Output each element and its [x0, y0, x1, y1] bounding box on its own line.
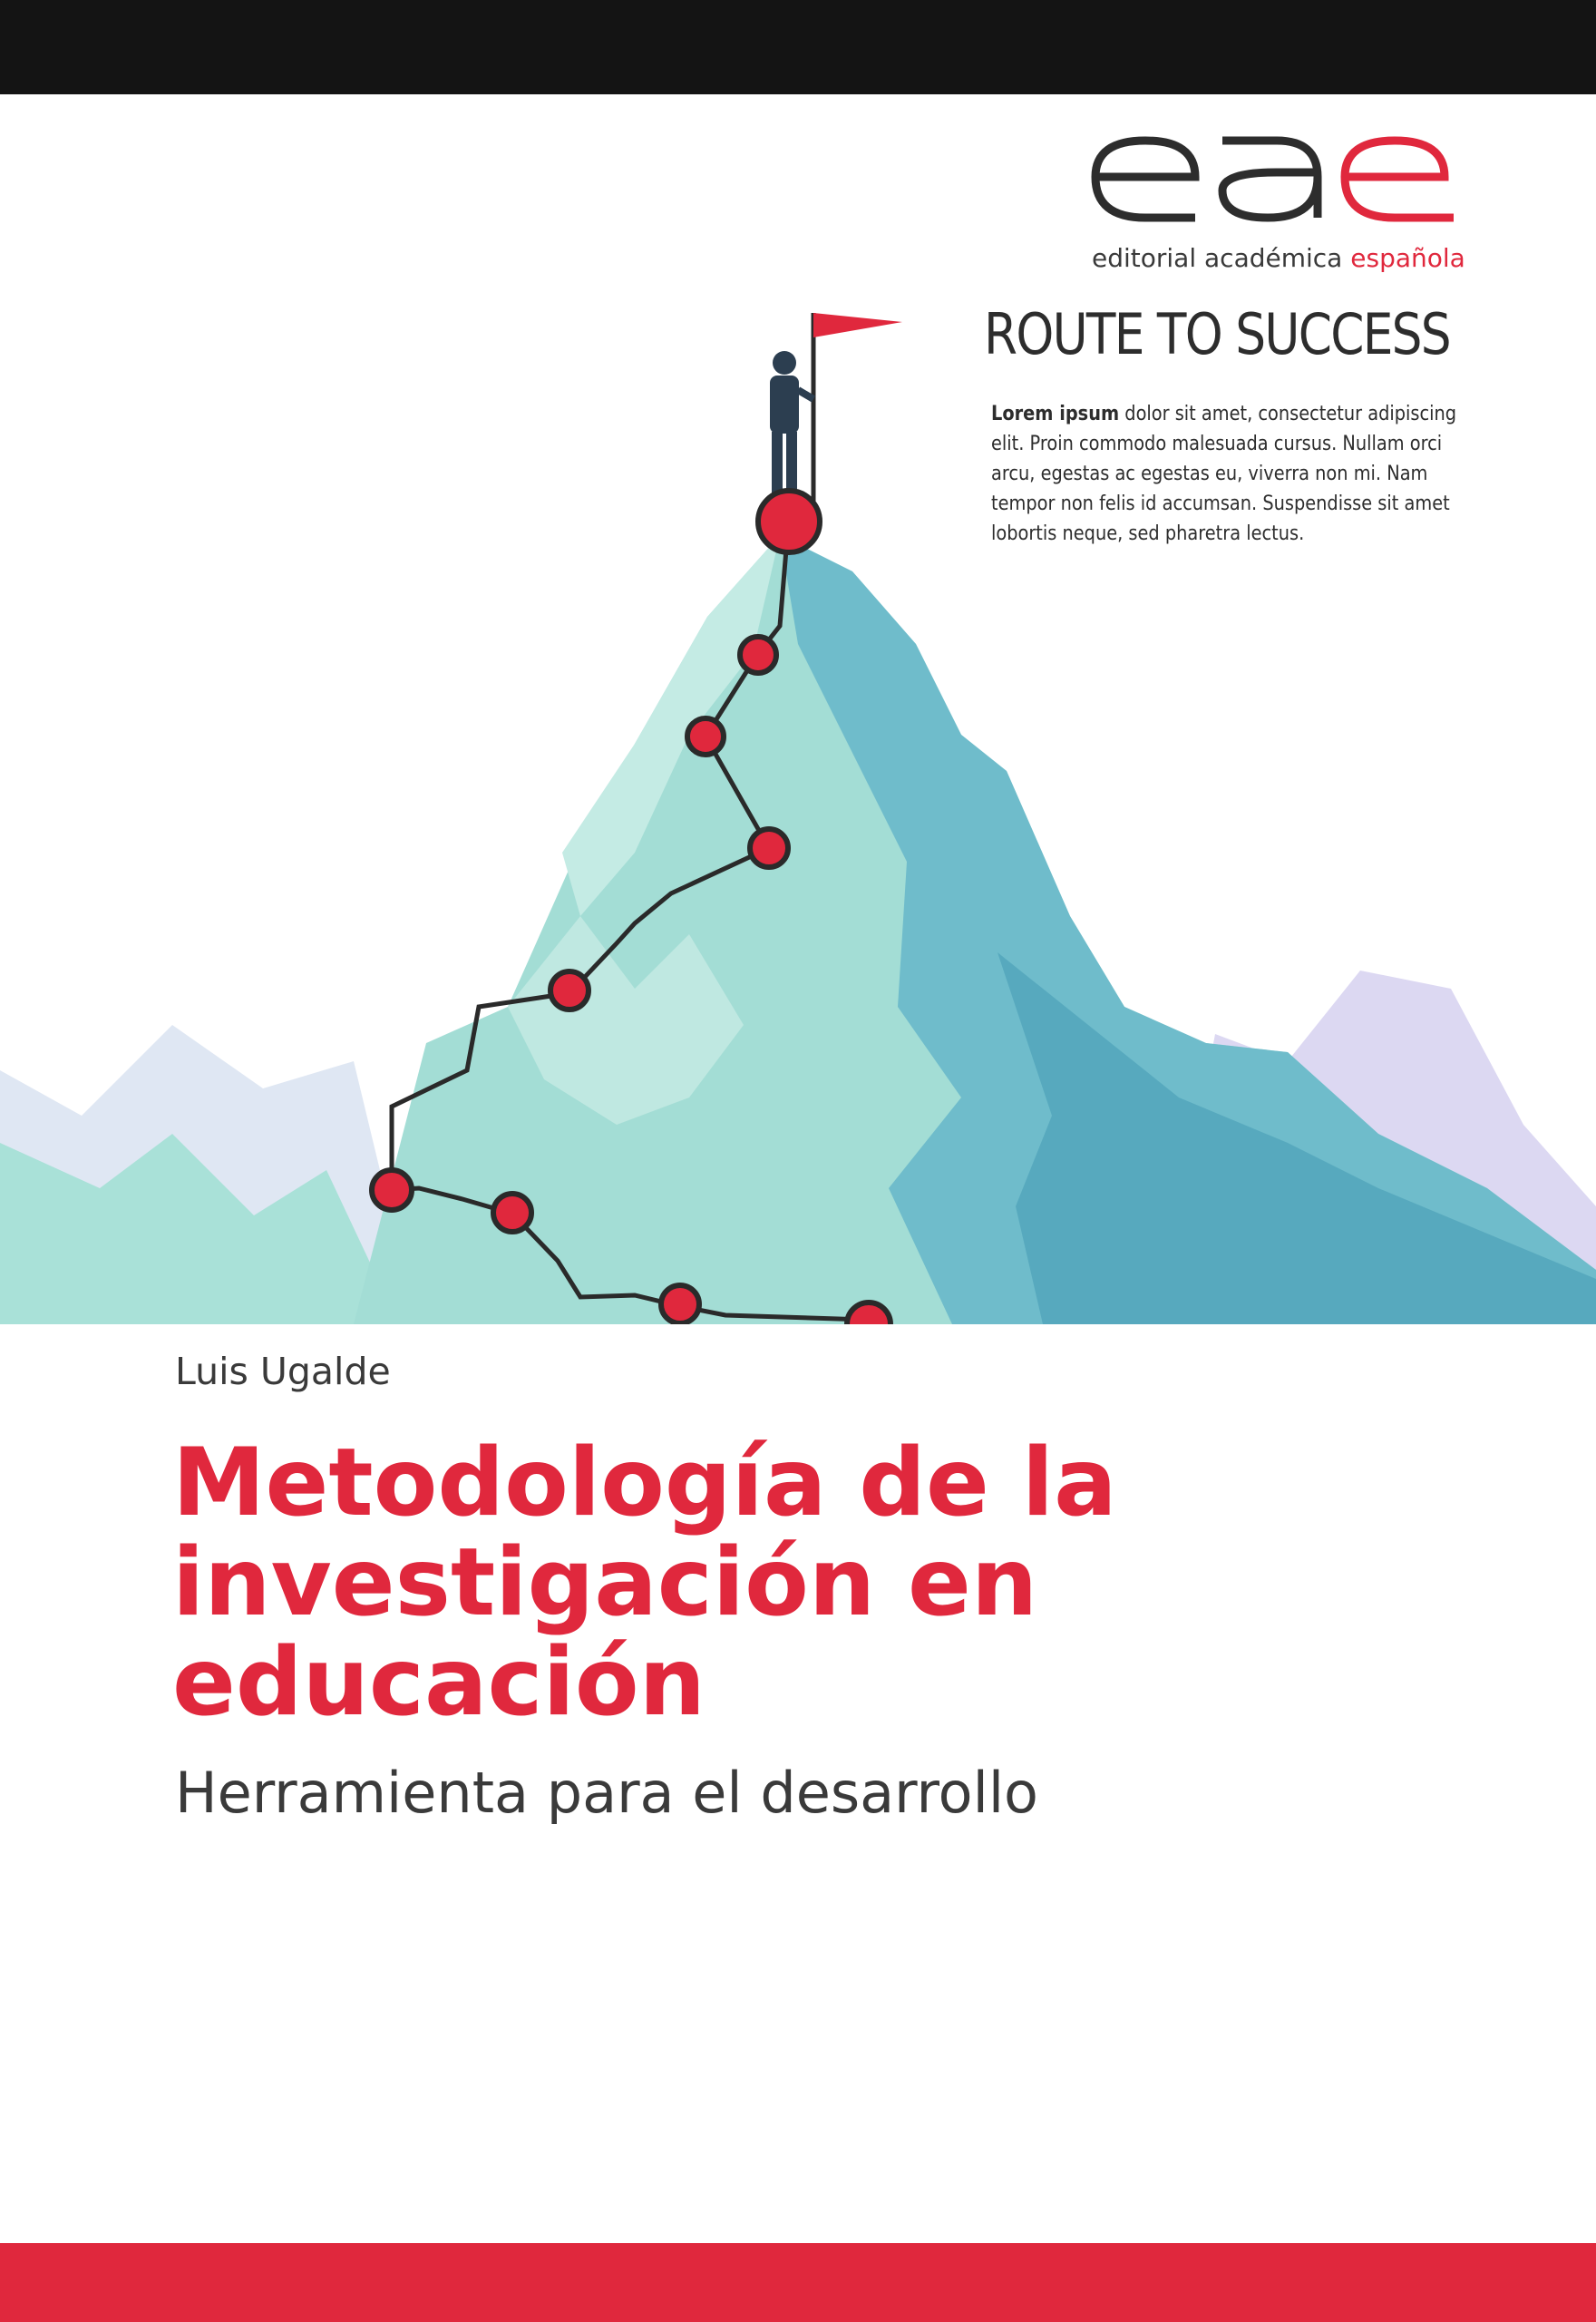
route-node — [550, 971, 589, 1010]
eae-logo-mark — [1086, 127, 1467, 245]
illustration-body-bold: Lorem ipsum — [991, 402, 1120, 425]
book-title — [172, 1429, 1442, 1737]
book-title-line: Metodología de la — [172, 1429, 1117, 1537]
route-node — [372, 1170, 412, 1210]
mountain-illustration — [0, 227, 1596, 1324]
route-node — [740, 637, 776, 673]
route-node-summit — [758, 491, 820, 552]
route-node — [750, 829, 788, 867]
bottom-red-band — [0, 2243, 1596, 2322]
route-node — [661, 1285, 699, 1323]
book-title-line: investigación en — [172, 1528, 1038, 1637]
illustration-heading: ROUTE TO SUCCESS — [984, 301, 1450, 367]
route-node — [847, 1302, 890, 1324]
illustration-body-rest: dolor sit amet, consectetur adipiscing elit. Proin commodo malesuada cursus. Nullam orci arcu, egestas ac egestas eu, viverra non mi. Nam tempor non felis id accumsan. Suspendisse sit amet lobortis neque, sed pharetra lectus. — [991, 402, 1457, 545]
route-node — [493, 1194, 531, 1232]
climber-figure — [770, 313, 902, 503]
top-dark-band — [0, 0, 1596, 94]
author-name: Luis Ugalde — [175, 1350, 391, 1393]
book-title-line: educación — [172, 1628, 706, 1737]
route-node — [687, 718, 724, 755]
book-subtitle: Herramienta para el desarrollo — [175, 1760, 1038, 1826]
publisher-name: editorial académica española — [1092, 243, 1465, 273]
publisher-logo — [1086, 127, 1467, 281]
illustration-body-text — [991, 399, 1490, 549]
